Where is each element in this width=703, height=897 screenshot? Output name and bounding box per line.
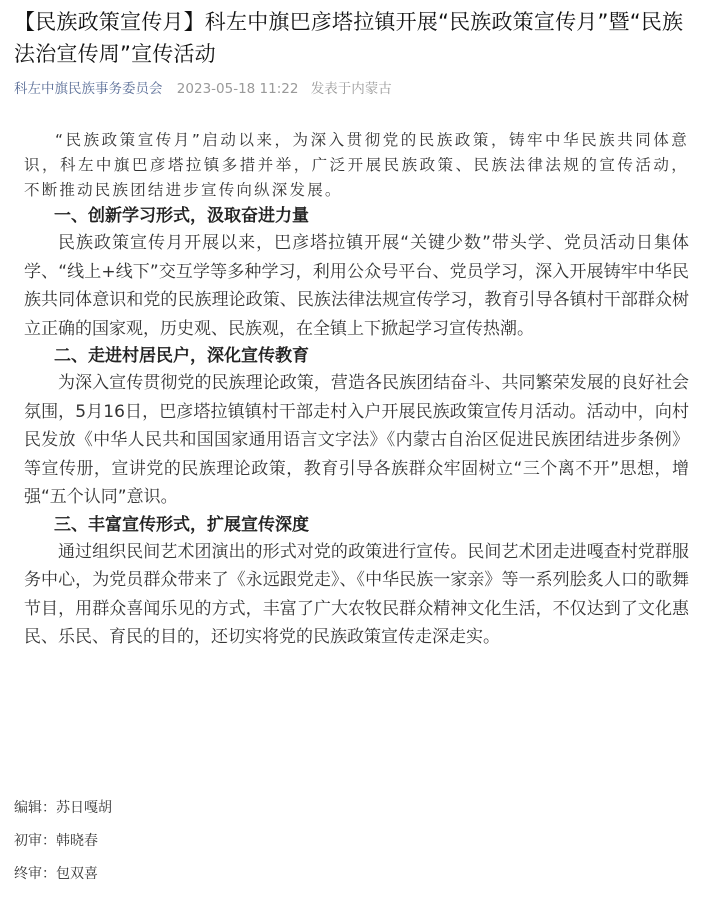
- section-paragraph-1: 民族政策宣传月开展以来，巴彦塔拉镇开展“关键少数”带头学、党员活动日集体学、“线上+线下”交互学等多种学习，利用公众号平台、党员学习，深入开展铸牢中华民族共同体意识和党的民族理论政策、民族法律法规宣传学习，教育引导各镇村干部群众树立正确的国家观，历史观、民族观，在全镇上下掀起学习宣传热潮。: [24, 233, 689, 339]
- article-body: [14, 128, 689, 652]
- credit-editor: [14, 794, 414, 827]
- publish-location: 发表于内蒙古: [310, 81, 392, 97]
- article-title: 【民族政策宣传月】科左中旗巴彦塔拉镇开展“民族政策宣传月”暨“民族法治宣传周”宣传活动: [14, 10, 684, 66]
- credit-first-review-name: 韩晓春: [56, 833, 98, 849]
- credit-first-review: [14, 827, 414, 860]
- intro-paragraph: “民族政策宣传月”启动以来，为深入贯彻党的民族政策，铸牢中华民族共同体意识，科左中旗巴彦塔拉镇多措并举，广泛开展民族政策、民族法律法规的宣传活动，不断推动民族团结进步宣传向纵深发展。: [24, 131, 689, 199]
- article-meta: [14, 80, 689, 98]
- section-paragraph-2: 为深入宣传贯彻党的民族理论政策，营造各民族团结奋斗、共同繁荣发展的良好社会氛围，5月16日，巴彦塔拉镇镇村干部走村入户开展民族政策宣传月活动。活动中，向村民发放《中华人民共和国国家通用语言文字法》《内蒙古自治区促进民族团结进步条例》等宣传册，宣讲党的民族理论政策，教育引导各族群众牢固树立“三个离不开”思想，增强“五个认同”意识。: [24, 373, 689, 507]
- section-heading-3: 三、丰富宣传形式，扩展宣传深度: [54, 514, 309, 535]
- credit-editor-label: 编辑：: [14, 800, 56, 816]
- publish-time: 2023-05-18 11:22: [176, 81, 299, 97]
- account-name-link[interactable]: 科左中旗民族事务委员会: [14, 81, 163, 97]
- credit-first-review-label: 初审：: [14, 833, 56, 849]
- credit-final-review-name: 包双喜: [56, 866, 98, 882]
- section-heading-2: 二、走进村居民户，深化宣传教育: [54, 346, 309, 366]
- credit-editor-name: 苏日嘎胡: [56, 800, 112, 816]
- credit-final-review-label: 终审：: [14, 866, 56, 882]
- credit-final-review: [14, 860, 414, 893]
- section-paragraph-3: 通过组织民间艺术团演出的形式对党的政策进行宣传。民间艺术团走进嘎查村党群服务中心，为党员群众带来了《永远跟党走》、《中华民族一家亲》等一系列脍炙人口的歌舞节目，用群众喜闻乐见的方式，丰富了广大农牧民群众精神文化生活，不仅达到了文化惠民、乐民、育民的目的，还切实将党的民族政策宣传走深走实。: [24, 541, 689, 647]
- section-heading-1: 一、创新学习形式，汲取奋进力量: [54, 206, 309, 226]
- article-credits: [14, 794, 414, 893]
